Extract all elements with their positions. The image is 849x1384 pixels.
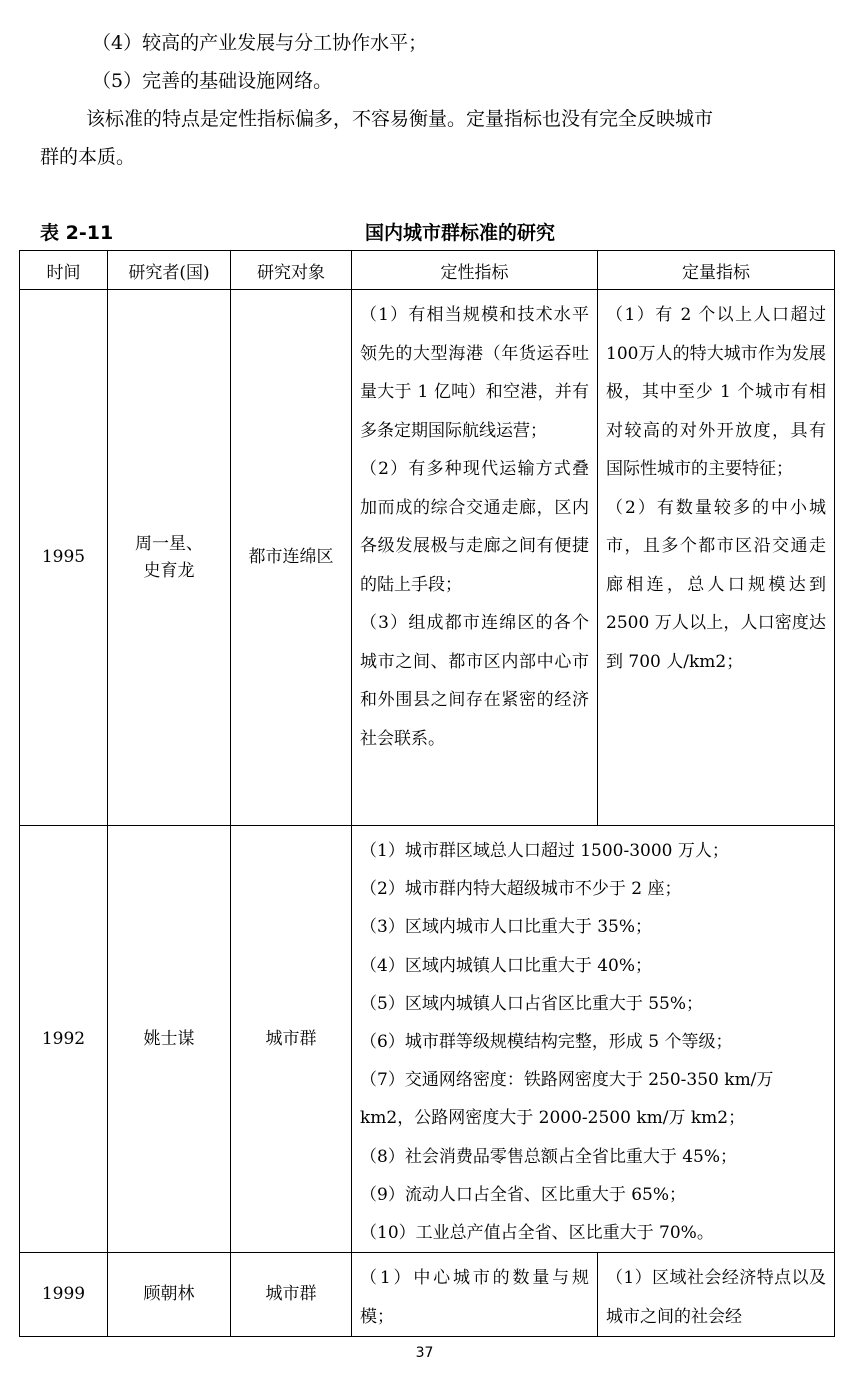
indicator-item: km2，公路网密度大于 2000-2500 km/万 km2；	[360, 1108, 746, 1129]
indicator-item: （1）区域社会经济特点以及城市之间的社会经	[606, 1268, 826, 1327]
cell-object: 都市连绵区	[231, 290, 352, 826]
indicator-item: （5）区域内城镇人口占省区比重大于 55%；	[360, 993, 704, 1014]
cell-time: 1995	[20, 290, 108, 826]
indicator-item: （1）有相当规模和技术水平领先的大型海港（年货运吞吐量大于 1 亿吨）和空港，并有多条定期国际航线运营；	[360, 305, 589, 441]
cell-researcher: 姚士谋	[108, 826, 231, 1253]
indicator-item: （1）城市群区域总人口超过 1500-3000 万人；	[360, 841, 729, 861]
cell-qualitative	[352, 290, 598, 826]
indicator-item: （2）有数量较多的中小城市，且多个都市区沿交通走廊相连，总人口规模达到 2500 万人以上，人口密度达到 700 人/km2；	[606, 497, 826, 672]
indicator-item: （4）区域内城镇人口比重大于 40%；	[360, 955, 653, 976]
table-row	[20, 826, 835, 1253]
indicator-item: （8）社会消费品零售总额占全省比重大于 45%；	[360, 1146, 738, 1167]
standards-table	[19, 250, 835, 1337]
table-row	[20, 1253, 835, 1337]
cell-object: 城市群	[231, 826, 352, 1253]
header-object: 研究对象	[231, 251, 352, 290]
cell-combined-indicators	[352, 826, 835, 1253]
page-number: 37	[415, 1345, 434, 1361]
indicator-item: （2）城市群内特大超级城市不少于 2 座；	[360, 879, 682, 900]
indicator-item: （1）有 2 个以上人口超过100万人的特大城市作为发展极，其中至少 1 个城市有相对较高的对外开放度，具有国际性城市的主要特征；	[606, 305, 826, 479]
intro-line-1: （4）较高的产业发展与分工协作水平；	[92, 32, 428, 54]
table-row	[20, 290, 835, 826]
table-caption-number: 表 2-11	[40, 222, 114, 244]
cell-quantitative	[598, 290, 835, 826]
header-time: 时间	[20, 251, 108, 290]
researcher-line: 周一星、	[135, 533, 203, 554]
indicator-item: （1）中心城市的数量与规模；	[360, 1268, 589, 1327]
cell-time: 1992	[20, 826, 108, 1253]
intro-line-2: （5）完善的基础设施网络。	[92, 70, 333, 92]
cell-researcher: 顾朝林	[108, 1253, 231, 1337]
cell-time: 1999	[20, 1253, 108, 1337]
cell-object: 城市群	[231, 1253, 352, 1337]
indicator-item: （3）区域内城市人口比重大于 35%；	[360, 917, 653, 938]
indicator-item: （10）工业总产值占全省、区比重大于 70%。	[360, 1223, 714, 1244]
table-caption-title: 国内城市群标准的研究	[364, 222, 555, 244]
header-quantitative: 定量指标	[598, 251, 835, 290]
cell-researcher	[108, 290, 231, 826]
intro-line-3: 该标准的特点是定性指标偏多，不容易衡量。定量指标也没有完全反映城市	[86, 108, 714, 130]
indicator-item: （2）有多种现代运输方式叠加而成的综合交通走廊，区内各级发展极与走廊之间有便捷的陆上手段；	[360, 459, 589, 595]
cell-quantitative	[598, 1253, 835, 1337]
header-qualitative: 定性指标	[352, 251, 598, 290]
table-header-row	[20, 251, 835, 290]
header-researcher: 研究者(国)	[108, 251, 231, 290]
intro-line-4: 群的本质。	[40, 146, 136, 168]
researcher-line: 史育龙	[143, 560, 195, 581]
cell-qualitative	[352, 1253, 598, 1337]
indicator-item: （3）组成都市连绵区的各个城市之间、都市区内部中心市和外围县之间存在紧密的经济社会联系。	[360, 613, 589, 749]
indicator-item: （7）交通网络密度：铁路网密度大于 250-350 km/万	[360, 1070, 774, 1091]
indicator-item: （6）城市群等级规模结构完整，形成 5 个等级；	[360, 1032, 733, 1053]
indicator-item: （9）流动人口占全省、区比重大于 65%；	[360, 1184, 687, 1205]
